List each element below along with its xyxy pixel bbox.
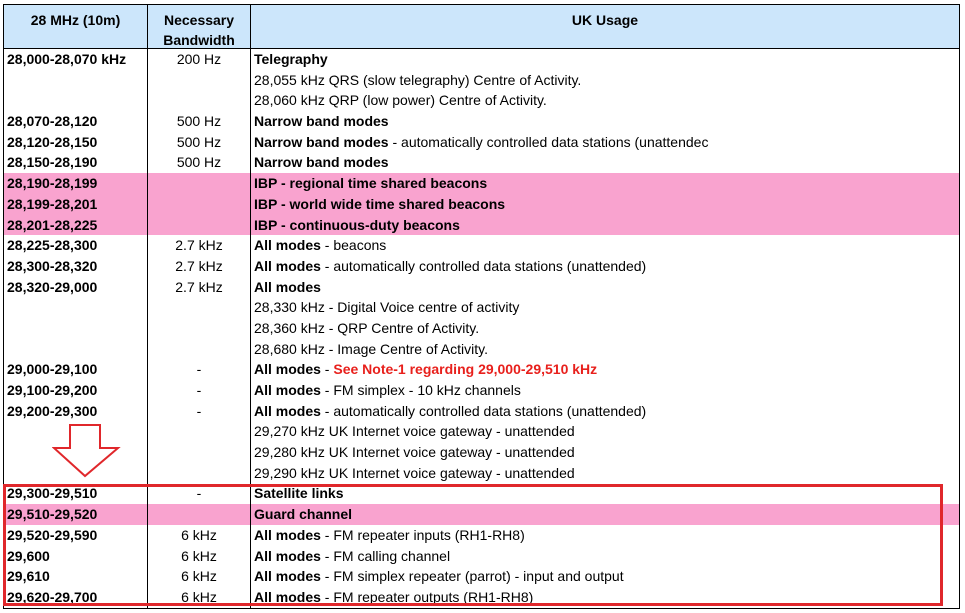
frequency-cell: 28,000-28,070 kHz	[7, 51, 127, 67]
bandwidth-cell: 6 kHz	[181, 568, 217, 585]
frequency-cell: 29,610	[7, 568, 50, 585]
usage-cell	[254, 235, 960, 256]
bandwidth-cell: 6 kHz	[181, 547, 217, 564]
usage-description: - FM calling channel	[320, 547, 451, 564]
usage-cell	[254, 256, 960, 277]
usage-mode: IBP - world wide time shared beacons	[254, 195, 506, 212]
usage-description: 28,360 kHz - QRP Centre of Activity.	[254, 319, 480, 336]
frequency-cell: 29,520-29,590	[7, 526, 98, 543]
usage-cell	[254, 194, 960, 215]
usage-cell	[254, 111, 960, 132]
usage-description: 28,060 kHz QRP (low power) Centre of Activity.	[254, 92, 547, 109]
usage-cell	[254, 132, 960, 153]
usage-cell	[254, 297, 960, 318]
usage-cell	[254, 421, 960, 442]
usage-description: - automatically controlled data stations (unattendec	[388, 133, 709, 150]
frequency-cell: 28,150-28,190	[7, 154, 98, 171]
usage-mode: All modes	[254, 361, 321, 378]
header-band	[3, 4, 148, 49]
header-bandwidth	[147, 4, 251, 49]
bandwidth-cell: -	[196, 382, 202, 398]
usage-mode: All modes	[254, 588, 321, 605]
usage-description: - FM repeater inputs (RH1-RH8)	[320, 526, 525, 543]
usage-description: - automatically controlled data stations (unattended)	[320, 257, 647, 274]
usage-description: 28,330 kHz - Digital Voice centre of activity	[254, 299, 520, 316]
bandwidth-cell: 2.7 kHz	[175, 257, 223, 274]
bandwidth-cell: 6 kHz	[181, 588, 217, 605]
usage-mode: IBP - continuous-duty beacons	[254, 216, 460, 233]
bandwidth-cell: -	[196, 485, 202, 502]
frequency-cell: 28,199-28,201	[7, 195, 98, 212]
header-uk-usage	[250, 4, 960, 49]
frequency-cell: 29,510-29,520	[7, 506, 98, 523]
usage-description: 29,270 kHz UK Internet voice gateway - unattended	[254, 423, 575, 440]
usage-cell	[254, 152, 960, 173]
usage-cell	[254, 49, 960, 70]
bandwidth-cell: -	[196, 402, 202, 419]
table-border-bottom	[3, 608, 960, 609]
usage-mode: Narrow band modes	[254, 154, 389, 171]
bandwidth-cell: 500 Hz	[176, 133, 222, 150]
usage-mode: All modes	[254, 257, 321, 274]
usage-description: - FM repeater outputs (RH1-RH8)	[320, 588, 534, 605]
frequency-cell: 28,300-28,320	[7, 257, 98, 274]
frequency-cell: 28,201-28,225	[7, 216, 98, 233]
frequency-cell: 28,225-28,300	[7, 237, 98, 254]
usage-mode: All modes	[254, 402, 321, 419]
usage-description: - automatically controlled data stations (unattended)	[320, 402, 647, 419]
usage-mode: Guard channel	[254, 506, 353, 523]
usage-description: 29,280 kHz UK Internet voice gateway - unattended	[254, 444, 575, 461]
frequency-cell: 29,300-29,510	[7, 485, 98, 502]
usage-mode: All modes	[254, 382, 321, 398]
frequency-cell: 29,200-29,300	[7, 402, 98, 419]
frequency-cell: 28,120-28,150	[7, 133, 98, 150]
frequency-cell: 29,600	[7, 547, 50, 564]
usage-description: - beacons	[320, 237, 387, 254]
usage-mode: Telegraphy	[254, 51, 328, 67]
highlight-box	[3, 484, 943, 606]
usage-cell	[254, 359, 960, 380]
frequency-cell: 28,190-28,199	[7, 175, 98, 192]
bandwidth-cell: 6 kHz	[181, 526, 217, 543]
usage-description: 29,290 kHz UK Internet voice gateway - unattended	[254, 464, 575, 481]
frequency-cell: 29,000-29,100	[7, 361, 98, 378]
usage-mode: All modes	[254, 526, 321, 543]
down-arrow-icon	[52, 424, 122, 478]
bandwidth-cell: 500 Hz	[176, 113, 222, 130]
usage-description: - FM simplex - 10 kHz channels	[320, 382, 521, 398]
usage-mode: All modes	[254, 547, 321, 564]
usage-cell	[254, 380, 960, 401]
header-bandwidth-line1: Necessary	[163, 12, 235, 28]
table-border-right	[959, 49, 960, 609]
usage-cell	[254, 401, 960, 422]
usage-mode: All modes	[254, 278, 321, 295]
frequency-cell: 29,100-29,200	[7, 382, 98, 398]
header-uk-usage-label: UK Usage	[571, 12, 639, 28]
usage-mode: Narrow band modes	[254, 133, 389, 150]
header-band-label: 28 MHz (10m)	[30, 12, 121, 28]
usage-description: -	[320, 361, 334, 378]
bandwidth-cell: 2.7 kHz	[175, 237, 223, 254]
frequency-cell: 29,620-29,700	[7, 588, 98, 605]
usage-mode: All modes	[254, 568, 321, 585]
usage-description: 28,055 kHz QRS (slow telegraphy) Centre of Activity.	[254, 71, 582, 88]
usage-mode: Satellite links	[254, 485, 344, 502]
usage-mode: All modes	[254, 237, 321, 254]
usage-cell	[254, 215, 960, 236]
frequency-cell: 28,070-28,120	[7, 113, 98, 130]
usage-cell	[254, 277, 960, 298]
bandwidth-cell: -	[196, 361, 202, 378]
usage-cell	[254, 339, 960, 360]
bandwidth-cell: 200 Hz	[176, 51, 222, 67]
usage-cell	[254, 463, 960, 484]
usage-description: - FM simplex repeater (parrot) - input and output	[320, 568, 624, 585]
usage-description: 28,680 kHz - Image Centre of Activity.	[254, 340, 488, 357]
frequency-cell: 28,320-29,000	[7, 278, 98, 295]
usage-mode: IBP - regional time shared beacons	[254, 175, 488, 192]
bandwidth-cell: 500 Hz	[176, 154, 222, 171]
usage-cell	[254, 442, 960, 463]
usage-cell	[254, 173, 960, 194]
usage-cell	[254, 90, 960, 111]
usage-cell	[254, 318, 960, 339]
usage-note: See Note-1 regarding 29,000-29,510 kHz	[333, 361, 598, 378]
usage-cell	[254, 70, 960, 91]
bandwidth-cell: 2.7 kHz	[175, 278, 223, 295]
header-bandwidth-line2: Bandwidth	[163, 32, 235, 48]
usage-mode: Narrow band modes	[254, 113, 389, 130]
